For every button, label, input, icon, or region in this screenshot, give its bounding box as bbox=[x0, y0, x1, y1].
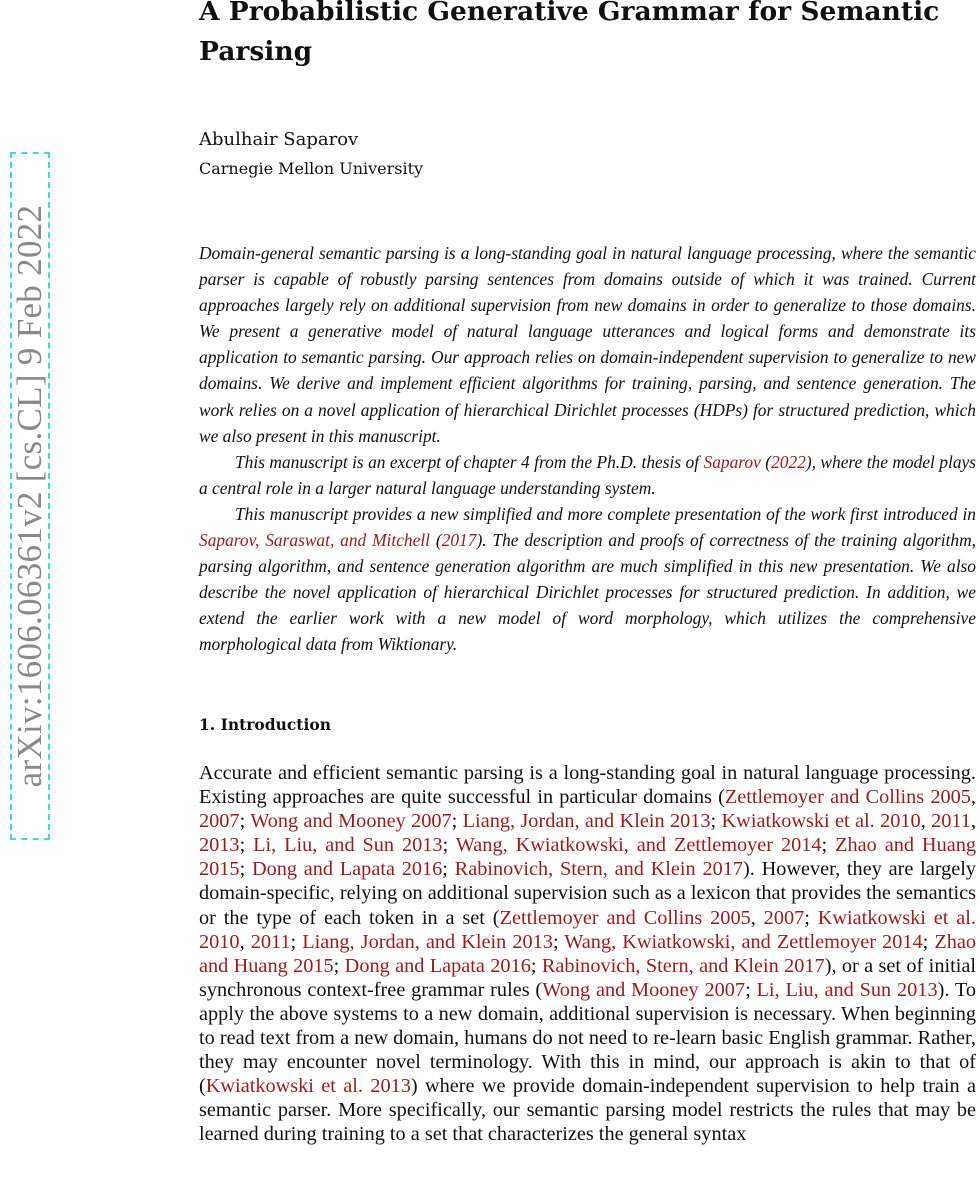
introduction-paragraph: Accurate and efficient semantic parsing is a long-standing goal in natural language processing. Existing approaches are quite successful in particular domains (Zettlemoyer and Collins 2005, 2007; Wong and Mooney 2007; Liang, Jordan, and Klein 2013; Kwiatkowski et al. 2010, 2011, 2013; Li, Liu, and Sun 2013; Wang, Kwiatkowski, and Zettlemoyer 2014; Zhao and Huang 2015; Dong and Lapata 2016; Rabinovich, Stern, and Klein 2017). However, they are largely domain-specific, relying on additional supervision such as a lexicon that provides the semantics or the type of each token in a set (Zettlemoyer and Collins 2005, 2007; Kwiatkowski et al. 2010, 2011; Liang, Jordan, and Klein 2013; Wang, Kwiatkowski, and Zettlemoyer 2014; Zhao and Huang 2015; Dong and Lapata 2016; Rabinovich, Stern, and Klein 2017), or a set of initial synchronous context-free grammar rules (Wong and Mooney 2007; Li, Liu, and Sun 2013). To apply the above systems to a new domain, additional supervision is necessary. When beginning to read text from a new domain, humans do not need to re-learn basic English grammar. Rather, they may encounter novel terminology. With this in mind, our approach is akin to that of (Kwiatkowski et al. 2013) where we provide domain-independent supervision to help train a semantic parser. More specifically, our semantic parsing model restricts the rules that may be learned during training to a set that characterizes the general syntax bbox=[199, 762, 977, 1146]
section-heading-introduction: 1. Introduction bbox=[199, 715, 331, 734]
paper-title: A Probabilistic Generative Grammar for Semantic Parsing bbox=[199, 0, 940, 67]
citation-link[interactable]: Zhao and Huang 2015 bbox=[199, 834, 976, 881]
citation-link[interactable]: 2013 bbox=[199, 834, 240, 857]
arxiv-stamp bbox=[10, 152, 50, 840]
abstract-paragraph-3: This manuscript provides a new simplified and more complete presentation of the work first introduced in Saparov, Saraswat, and Mitchell (2017). The description and proofs of correctness of the training algorithm, parsing algorithm, and sentence generation algorithm are much simplified in this new presentation. We also describe the novel application of hierarchical Dirichlet processes for structured prediction. In addition, we extend the earlier work with a new model of word morphology, which utilizes the comprehensive morphological data from Wiktionary. bbox=[199, 503, 976, 655]
citation-link[interactable]: Wong and Mooney 2007 bbox=[250, 810, 452, 833]
author-name: Abulhair Saparov bbox=[199, 129, 359, 150]
citation-link[interactable]: Zhao and Huang 2015 bbox=[199, 930, 977, 977]
citation-link[interactable]: 2017 bbox=[441, 530, 477, 551]
citation-link[interactable]: Wang, Kwiatkowski, and Zettlemoyer 2014 bbox=[455, 834, 822, 857]
citation-link[interactable]: Wang, Kwiatkowski, and Zettlemoyer 2014 bbox=[564, 930, 923, 953]
citation-link[interactable]: 2011 bbox=[931, 810, 971, 833]
citation-link[interactable]: Li, Liu, and Sun 2013 bbox=[756, 978, 938, 1001]
citation-link[interactable]: Liang, Jordan, and Klein 2013 bbox=[302, 930, 553, 953]
citation-link[interactable]: Saparov bbox=[703, 451, 761, 472]
arxiv-stamp-text: arXiv:1606.06361v2 [cs.CL] 9 Feb 2022 bbox=[10, 204, 49, 788]
author-affiliation: Carnegie Mellon University bbox=[199, 159, 424, 178]
citation-link[interactable]: Liang, Jordan, and Klein 2013 bbox=[462, 810, 711, 833]
abstract-paragraph-2: This manuscript is an excerpt of chapter 4 from the Ph.D. thesis of Saparov (2022), where the model plays a central role in a larger natural language understanding system. bbox=[199, 451, 977, 498]
abstract-paragraph-1: Domain-general semantic parsing is a long-standing goal in natural language processing, where the semantic parser is capable of robustly parsing sentences from domains outside of which it was trained. Current approaches largely rely on additional supervision from new domains in order to generalize to those domains. We present a generative model of natural language utterances and logical forms and demonstrate its application to semantic parsing. Our approach relies on domain-independent supervision to generalize to new domains. We derive and implement efficient algorithms for training, parsing, and sentence generation. The work relies on a novel application of hierarchical Dirichlet processes (HDPs) for structured prediction, which we also present in this manuscript. bbox=[199, 243, 976, 446]
citation-link[interactable]: Rabinovich, Stern, and Klein 2017 bbox=[541, 954, 825, 977]
citation-link[interactable]: Dong and Lapata 2016 bbox=[344, 954, 531, 977]
citation-link[interactable]: Saparov, Saraswat, and Mitchell bbox=[199, 530, 431, 551]
citation-link[interactable]: Kwiatkowski et al. 2013 bbox=[205, 1075, 411, 1098]
citation-link[interactable]: 2022 bbox=[771, 451, 806, 472]
citation-link[interactable]: 2007 bbox=[763, 906, 805, 929]
citation-link[interactable]: 2011 bbox=[250, 930, 291, 953]
citation-link[interactable]: 2007 bbox=[199, 810, 240, 833]
citation-link[interactable]: Kwiatkowski et al. 2010 bbox=[199, 906, 976, 953]
citation-link[interactable]: Wong and Mooney 2007 bbox=[542, 978, 746, 1001]
citation-link[interactable]: Rabinovich, Stern, and Klein 2017 bbox=[454, 858, 744, 881]
citation-link[interactable]: Zettlemoyer and Collins 2005 bbox=[724, 786, 971, 809]
abstract bbox=[199, 240, 976, 658]
citation-link[interactable]: Li, Liu, and Sun 2013 bbox=[253, 834, 443, 857]
citation-link[interactable]: Zettlemoyer and Collins 2005 bbox=[499, 906, 751, 929]
citation-link[interactable]: Dong and Lapata 2016 bbox=[251, 858, 443, 881]
citation-link[interactable]: Kwiatkowski et al. 2010 bbox=[721, 810, 921, 833]
